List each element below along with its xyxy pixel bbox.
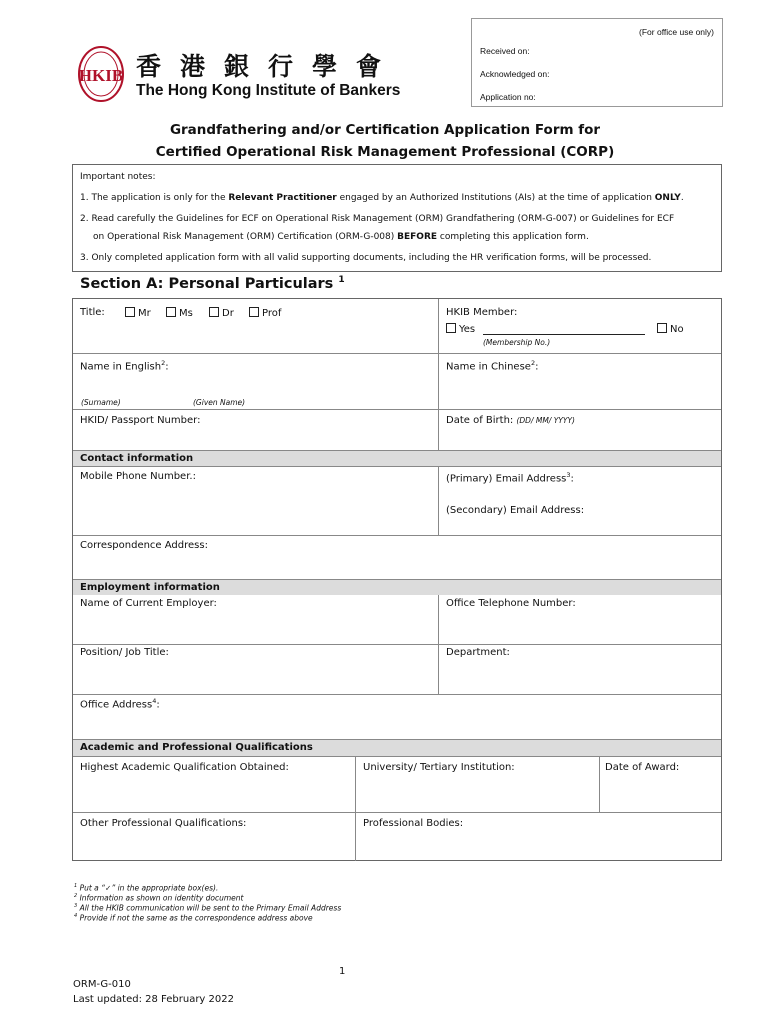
title-label: Title: <box>80 307 105 318</box>
membership-no-caption: (Membership No.) <box>483 338 551 347</box>
note-2-line2: on Operational Risk Management (ORM) Certification (ORM-G-008) BEFORE completing this application form. <box>93 232 589 242</box>
footnote-1: $^1$ Put a “✓” in the appropriate box(es). <box>74 883 219 893</box>
highest-qualification-label: Highest Academic Qualification Obtained: <box>80 762 289 773</box>
office-use-box <box>471 18 723 107</box>
primary-email-label: (Primary) Email Address$^3$: <box>446 471 574 485</box>
hkib-no-option[interactable]: No <box>651 323 684 335</box>
employer-label: Name of Current Employer: <box>80 598 217 609</box>
note-3: 3. Only completed application form with all valid supporting documents, including the HR verification forms, will be processed. <box>80 253 652 263</box>
application-no-field[interactable]: Application no: <box>480 92 536 102</box>
title-prof-option[interactable]: Prof <box>243 307 281 319</box>
employment-info-heading: Employment information <box>80 582 220 593</box>
correspondence-address-label: Correspondence Address: <box>80 540 208 551</box>
received-on-field[interactable]: Received on: <box>480 46 530 56</box>
contact-info-heading: Contact information <box>80 453 194 464</box>
academic-heading: Academic and Professional Qualifications <box>80 742 313 753</box>
name-chinese-label: Name in Chinese$^2$: <box>446 359 539 373</box>
mobile-label: Mobile Phone Number.: <box>80 471 196 482</box>
notes-heading: Important notes: <box>80 172 156 182</box>
mr-checkbox[interactable] <box>125 307 135 317</box>
dob-label: Date of Birth: (DD/ MM/ YYYY) <box>446 415 575 426</box>
position-label: Position/ Job Title: <box>80 647 169 658</box>
ms-checkbox[interactable] <box>166 307 176 317</box>
name-english-label: Name in English$^2$: <box>80 359 169 373</box>
hkib-logo <box>70 44 134 104</box>
office-tel-label: Office Telephone Number: <box>446 598 576 609</box>
personal-particulars-form <box>72 298 722 861</box>
footnote-2: $^2$ Information as shown on identity document <box>74 893 244 903</box>
hkib-member-label: HKIB Member: <box>446 307 518 318</box>
logo-monogram: HKIB <box>78 66 124 85</box>
title-mr-option[interactable]: Mr <box>119 307 151 319</box>
footnote-3: $^3$ All the HKIB communication will be sent to the Primary Email Address <box>74 903 342 913</box>
form-title-line2: Certified Operational Risk Management Professional (CORP) <box>155 144 615 160</box>
yes-checkbox[interactable] <box>446 323 456 333</box>
acknowledged-on-field[interactable]: Acknowledged on: <box>480 69 550 79</box>
hkid-label: HKID/ Passport Number: <box>80 415 201 426</box>
given-name-caption: (Given Name) <box>193 398 246 407</box>
date-of-award-label: Date of Award: <box>605 762 680 773</box>
last-updated: Last updated: 28 February 2022 <box>73 994 234 1005</box>
title-ms-option[interactable]: Ms <box>160 307 193 319</box>
dr-checkbox[interactable] <box>209 307 219 317</box>
logo-english-name: The Hong Kong Institute of Bankers <box>136 82 401 99</box>
department-label: Department: <box>446 647 510 658</box>
hkib-yes-option[interactable]: Yes <box>440 323 475 335</box>
section-a-title: Section A: Personal Particulars $^1$ <box>80 275 345 292</box>
note-2-line1: 2. Read carefully the Guidelines for ECF on Operational Risk Management (ORM) Grandfathering (ORM-G-007) or Guidelines for ECF <box>80 214 675 224</box>
secondary-email-label: (Secondary) Email Address: <box>446 505 585 516</box>
office-address-label: Office Address$^4$: <box>80 697 160 711</box>
no-checkbox[interactable] <box>657 323 667 333</box>
membership-no-line[interactable] <box>483 334 645 335</box>
office-use-header: (For office use only) <box>639 27 714 37</box>
important-notes <box>72 164 722 272</box>
form-code: ORM-G-010 <box>73 979 131 990</box>
other-qualifications-label: Other Professional Qualifications: <box>80 818 247 829</box>
page-number: 1 <box>339 966 346 977</box>
note-1: 1. The application is only for the Relevant Practitioner engaged by an Authorized Institutions (AIs) at the time of application ONLY. <box>80 193 684 203</box>
prof-checkbox[interactable] <box>249 307 259 317</box>
logo-chinese-name: 香港銀行學會 <box>136 52 401 81</box>
title-dr-option[interactable]: Dr <box>203 307 234 319</box>
surname-caption: (Surname) <box>81 398 121 407</box>
form-title-line1: Grandfathering and/or Certification Application Form for <box>169 122 601 138</box>
footnote-4: $^4$ Provide if not the same as the correspondence address above <box>74 913 313 923</box>
professional-bodies-label: Professional Bodies: <box>363 818 464 829</box>
university-label: University/ Tertiary Institution: <box>363 762 515 773</box>
